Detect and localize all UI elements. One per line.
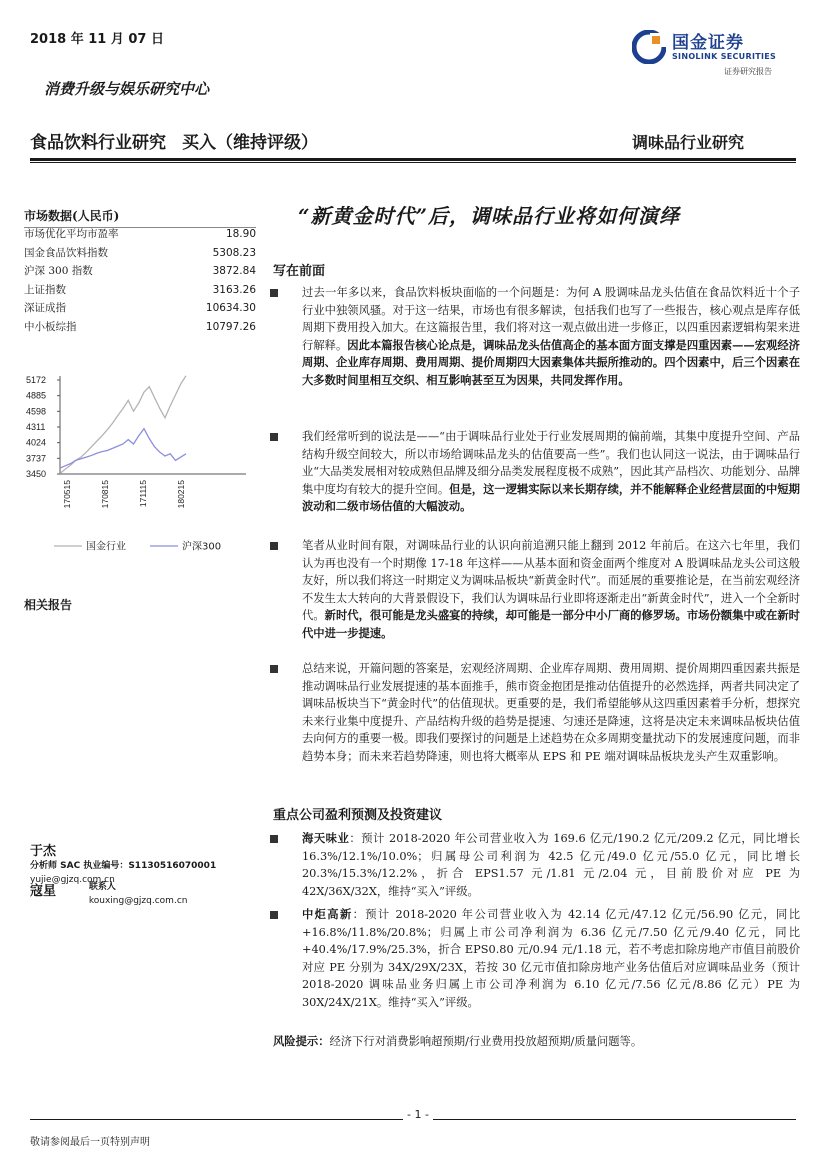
y-tick-label: 3450 [26,469,47,479]
logo-icon [632,30,666,64]
logo-text-cn: 国金证券 [672,33,744,53]
industry-headline [30,128,318,153]
paragraph: 我们经常听到的说法是——“由于调味品行业处于行业发展周期的偏前端，其集中度提升空间、产品结构升级空间较大，所以市场给调味品龙头的估值要高一些”。我们也认同这一说法，由于调味品行业“大品类发展相对较成熟但品牌及细分品类发展程度极不成熟”，因此其产品档次、功能划分、品牌集中度均有较大的提升空间。但是，这一逻辑实际以来长期存续，并不能解释企业经营层面的中短期波动和二级市场估值的大幅波动。 [270,428,800,516]
market-row: 上证指数 3163.26 [24,283,256,296]
y-tick-label: 4598 [26,406,47,417]
company-forecast: 中炬高新：预计 2018-2020 年公司营业收入为 42.14 亿元/47.12 亿元/56.90 亿元，同比+16.8%/11.8%/20.8%；归属上市公司净利润为 6.36 亿元/7.50 亿元/9.40 亿元，同比+40.4%/17.9%/25.3%，折合 EPS0.80 元/0.94 元/1.18 元，若不考虑扣除房地产市值目前股价对应 PE 分别为 34X/29X/23X，若按 30 亿元市值扣除房地产业务估值后对应调味品业务（预计 2018-2020 调味品业务归属上市公司净利润为 6.10 亿元/7.56 亿元/8.86 亿元）PE 为 30X/24X/21X。维持“买入”评级。 [270,906,800,1012]
y-tick-label: 5172 [26,375,47,385]
bullet-icon [270,835,278,843]
section-heading: 重点公司盈利预测及投资建议 [273,808,443,823]
analyst-name: 于杰 [30,844,57,859]
industry-line: 食品饮料行业研究 [30,133,166,153]
paragraph: 总结来说，开篇问题的答案是，宏观经济周期、企业库存周期、费用周期、提价周期四重因素共振是推动调味品行业发展提速的基本面推手，熊市资金抱团是推动估值提升的必然选择，两者共同决定了调味品板块当下“黄金时代”的估值现状。更重要的是，我们希望能够从这四重因素着手分析，想探究未来行业集中度提升、产品结构升级的趋势是提速、匀速还是降速，这将是决定未来调味品板块估值去向何方的重要一极。即我们要探讨的问题是上述趋势在众多周期变量扰动下的发展速度问题，而非趋势本身；而未来若趋势降速，则也将大概率从 EPS 和 PE 端对调味品板块龙头产生双重影响。 [270,660,800,766]
market-row: 中小板综指 10797.26 [24,320,256,333]
bullet-icon [270,289,278,297]
article-title: “新黄金时代”后，调味品行业将如何演绎 [298,204,681,228]
report-date: 2018 年 11 月 07 日 [30,32,164,47]
market-data-table [24,225,256,336]
logo-text-en: SINOLINK SECURITIES [672,52,777,61]
x-tick-label: 180215 [176,480,186,509]
paragraph: 笔者从业时间有限，对调味品行业的认识向前追溯只能上翻到 2012 年前后。在这六七年里，我们认为再也没有一个时期像 17-18 年这样——从基本面和资金面两个维度对 A 股调味品龙头公司这般友好，所以我们将这一时期定义为调味品板块“新黄金时代”。而延展的重要推论是，在当前宏观经济不发生太大转向的大背景假设下，我们认为调味品行业即将逐渐走出“新黄金时代”，进入一个全新时代。新时代，很可能是龙头盛宴的持续，却可能是一部分中小厂商的修罗场。市场份额集中或在新时代中进一步提速。 [270,537,800,643]
market-row: 深证成指 10634.30 [24,302,256,314]
market-row: 沪深 300 指数 3872.84 [24,265,256,277]
research-center: 消费升级与娱乐研究中心 [44,80,210,98]
bullet-icon [270,911,278,919]
bullet-icon [270,542,278,550]
company-logo [632,26,792,82]
market-row: 国金食品饮料指数 5308.23 [24,246,256,259]
contact-name: 寇星 [30,884,57,899]
header-divider-thin [30,162,796,163]
logo-subtitle: 证券研究报告 [724,67,772,76]
market-row: 市场优化平均市盈率 18.90 [24,228,256,240]
x-tick-label: 171115 [138,480,148,508]
series-line [60,429,186,468]
risk-notice: 风险提示：经济下行对消费影响超预期/行业费用投放超预期/质量问题等。 [273,1034,643,1048]
footer-disclaimer: 敬请参阅最后一页特别声明 [30,1137,150,1148]
y-tick-label: 3737 [26,453,47,464]
legend-label: 沪深300 [182,541,222,553]
contact-email[interactable]: kouxing@gjzq.com.cn [88,896,188,906]
company-name: 海天味业 [302,831,350,845]
x-tick-label: 170815 [100,480,110,509]
rating: 买入（维持评级） [182,133,318,153]
y-tick-label: 4885 [26,390,47,401]
y-tick-label: 4311 [26,422,46,432]
y-tick-label: 4024 [26,437,47,448]
analyst-email[interactable]: yujie@gjzq.com.cn [30,875,115,885]
bullet-icon [270,433,278,441]
report-category: 调味品行业研究 [632,133,745,152]
paragraph: 过去一年多以来，食品饮料板块面临的一个问题是：为何 A 股调味品龙头估值在食品饮料近十个子行业中独领风骚。对于这一结果，市场也有很多解读，包括我们也写了一些报告，核心观点是库存低周期下费用投入加大。在这篇报告里，我们将对这一观点做出进一步修正，以四重因素逻辑构架来进行解释。因此本篇报告核心论点是，调味品龙头估值高企的基本面方面支撑是四重因素——宏观经济周期、企业库存周期、费用周期、提价周期四大因素集体共振所推动的。四个因素中，后三个因素在大多数时间里相互交织、相互影响甚至互为因果，共同发挥作用。 [270,284,800,390]
related-reports-title: 相关报告 [24,598,73,612]
contact-block [30,880,270,908]
header-divider [30,158,796,161]
contact-role: 联系人 [88,882,116,892]
section-heading: 写在前面 [273,264,326,279]
company-forecast: 海天味业：预计 2018-2020 年公司营业收入为 169.6 亿元/190.2 亿元/209.2 亿元，同比增长 16.3%/12.1%/10.0%；归属母公司利润为 42.5 亿元/49.0 亿元/55.0 亿元，同比增长 20.3%/15.3%/12.2%，折合 EPS1.57 元/1.81 元/2.04 元，目前股价对应 PE 为 42X/36X/32X，维持“买入”评级。 [270,830,800,900]
legend-label: 国金行业 [86,541,126,553]
page-number: - 1 - [403,1108,433,1121]
bullet-icon [270,665,278,673]
market-data-title: 市场数据(人民币) [24,207,256,228]
company-name: 中炬高新 [302,907,353,921]
x-tick-label: 170515 [62,480,72,509]
index-line-chart [24,370,256,570]
analyst-id: 分析师 SAC 执业编号：S1130516070001 [30,861,217,871]
